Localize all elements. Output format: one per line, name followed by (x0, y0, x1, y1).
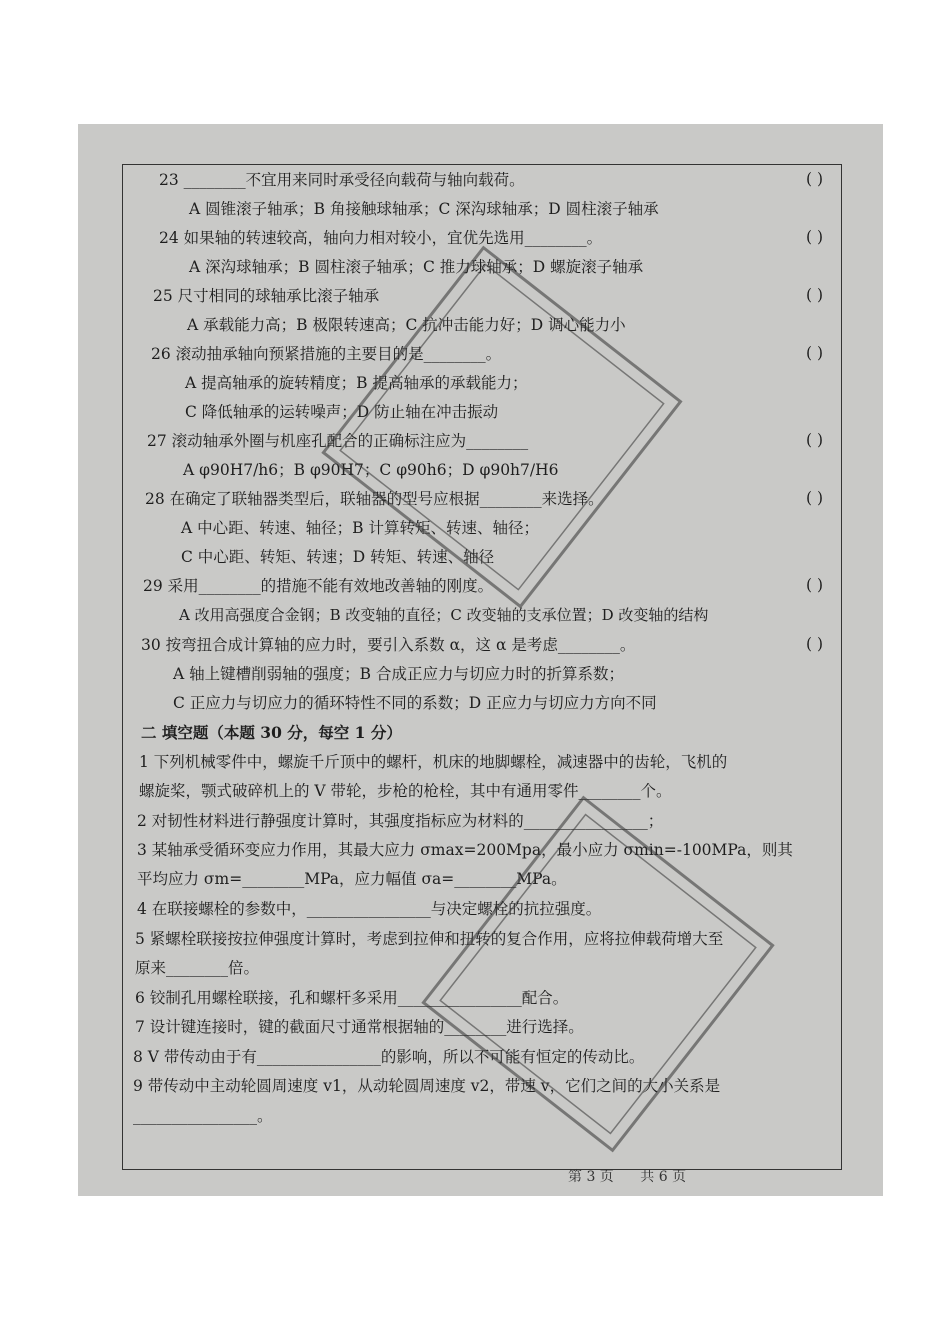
question-26: 26 滚动抽承轴向预紧措施的主要目的是________。 (151, 345, 502, 363)
answer-paren-30: ( ) (806, 635, 824, 653)
fill-6: 6 铰制孔用螺栓联接，孔和螺杆多采用________________配合。 (135, 989, 569, 1007)
page-total: 共 6 页 (640, 1169, 687, 1185)
fill-4: 4 在联接螺栓的参数中，________________与决定螺栓的抗拉强度。 (137, 900, 602, 918)
question-28: 28 在确定了联轴器类型后，联轴器的型号应根据________来选择。 (145, 490, 604, 508)
answer-paren-28: ( ) (806, 489, 824, 507)
question-23: 23 ________不宜用来同时承受径向载荷与轴向载荷。 (159, 171, 525, 189)
fill-1-line-2: 螺旋桨，颚式破碎机上的 V 带轮，步枪的枪栓，其中有通用零件________个。 (139, 782, 672, 800)
answer-paren-26: ( ) (806, 344, 824, 362)
options-27: A φ90H7/h6；B φ90H7；C φ90h6；D φ90h7/H6 (183, 461, 559, 479)
options-23: A 圆锥滚子轴承；B 角接触球轴承；C 深沟球轴承；D 圆柱滚子轴承 (189, 200, 659, 218)
fill-9-line-2: ________________。 (133, 1107, 273, 1125)
fill-5-line-1: 5 紧螺栓联接按拉伸强度计算时，考虑到拉伸和扭转的复合作用，应将拉伸载荷增大至 (135, 930, 724, 948)
fill-2: 2 对韧性材料进行静强度计算时，其强度指标应为材料的________________； (137, 812, 664, 830)
question-24: 24 如果轴的转速较高，轴向力相对较小，宜优先选用________。 (159, 229, 603, 247)
options-29: A 改用高强度合金钢；B 改变轴的直径；C 改变轴的支承位置；D 改变轴的结构 (179, 606, 709, 624)
options-28-a: A 中心距、转速、轴径；B 计算转矩、转速、轴径； (181, 519, 539, 537)
fill-3-line-2: 平均应力 σm=________MPa，应力幅值 σa=________MPa。 (137, 870, 567, 888)
answer-paren-24: ( ) (806, 228, 824, 246)
options-26-b: C 降低轴承的运转噪声；D 防止轴在冲击振动 (185, 403, 499, 421)
options-30-a: A 轴上键槽削弱轴的强度；B 合成正应力与切应力时的折算系数； (173, 665, 624, 683)
question-27: 27 滚动轴承外圈与机座孔配合的正确标注应为________ (147, 432, 529, 450)
answer-paren-27: ( ) (806, 431, 824, 449)
page-frame (122, 164, 842, 1170)
answer-paren-25: ( ) (806, 286, 824, 304)
options-24: A 深沟球轴承；B 圆柱滚子轴承；C 推力球轴承；D 螺旋滚子轴承 (189, 258, 644, 276)
scanned-page (78, 124, 883, 1196)
answer-paren-29: ( ) (806, 576, 824, 594)
fill-3-line-1: 3 某轴承受循环变应力作用，其最大应力 σmax=200Mpa，最小应力 σmin=-100MPa，则其 (137, 841, 793, 859)
fill-5-line-2: 原来________倍。 (135, 959, 260, 977)
question-29: 29 采用________的措施不能有效地改善轴的刚度。 (143, 577, 494, 595)
fill-7: 7 设计键连接时，键的截面尺寸通常根据轴的________进行选择。 (135, 1018, 584, 1036)
fill-8: 8 V 带传动由于有________________的影响，所以不可能有恒定的传动比。 (133, 1048, 645, 1066)
fill-1-line-1: 1 下列机械零件中，螺旋千斤顶中的螺杆，机床的地脚螺栓，减速器中的齿轮，飞机的 (139, 753, 728, 771)
page-number: 第 3 页 (568, 1169, 614, 1185)
question-30: 30 按弯扭合成计算轴的应力时，要引入系数 α，这 α 是考虑________。 (141, 636, 636, 654)
question-25: 25 尺寸相同的球轴承比滚子轴承 (153, 287, 380, 305)
fill-9-line-1: 9 带传动中主动轮圆周速度 v1，从动轮圆周速度 v2，带速 v，它们之间的大小关系是 (133, 1077, 721, 1095)
page-footer (568, 1166, 708, 1186)
options-28-b: C 中心距、转矩、转速；D 转矩、转速、轴径 (181, 548, 495, 566)
options-26-a: A 提高轴承的旋转精度；B 提高轴承的承载能力； (185, 374, 528, 392)
options-25: A 承载能力高；B 极限转速高；C 抗冲击能力好；D 调心能力小 (187, 316, 626, 334)
answer-paren-23: ( ) (806, 170, 824, 188)
section-title-fill-in: 二 填空题（本题 30 分，每空 1 分） (141, 723, 402, 742)
options-30-b: C 正应力与切应力的循环特性不同的系数；D 正应力与切应力方向不同 (173, 694, 657, 712)
